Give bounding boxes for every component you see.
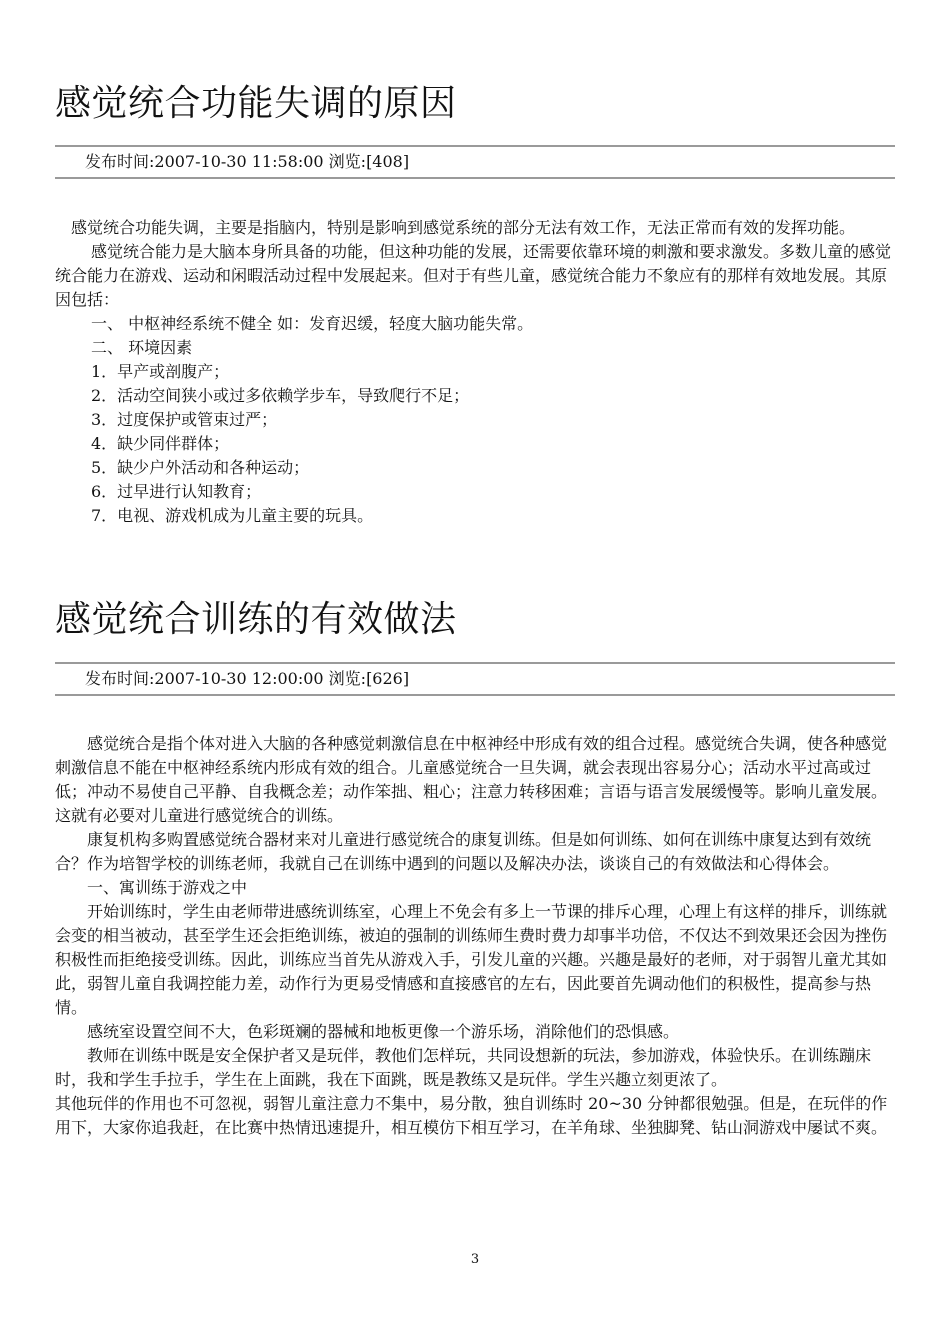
- paragraph: 感觉统合是指个体对进入大脑的各种感觉刺激信息在中枢神经中形成有效的组合过程。感觉统合失调，使各种感觉刺激信息不能在中枢神经系统内形成有效的组合。儿童感觉统合一旦失调，就会表现出容易分心；活动水平过高或过低；冲动不易使自己平静、自我概念差；动作笨拙、粗心；注意力转移困难；言语与语言发展缓慢等。影响儿童发展。这就有必要对儿童进行感觉统合的训练。: [55, 734, 888, 825]
- list-item: 4．缺少同伴群体；: [91, 434, 230, 453]
- article-body: [55, 216, 895, 528]
- paragraph: 康复机构多购置感觉统合器材来对儿童进行感觉统合的康复训练。但是如何训练、如何在训练中康复达到有效统合？作为培智学校的训练老师，我就自己在训练中遇到的问题以及解决办法，谈谈自己的有效做法和心得体会。: [55, 830, 872, 873]
- meta-bar: [55, 662, 895, 696]
- meta-bar: [55, 145, 895, 179]
- list-item: 一、 中枢神经系统不健全 如：发育迟缓，轻度大脑功能失常。: [91, 314, 534, 333]
- paragraph: 感统室设置空间不大，色彩斑斓的器械和地板更像一个游乐场，消除他们的恐惧感。: [87, 1022, 680, 1041]
- article-title: 感觉统合功能失调的原因: [55, 83, 457, 124]
- paragraph: 教师在训练中既是安全保护者又是玩伴，教他们怎样玩，共同设想新的玩法，参加游戏，体验快乐。在训练蹦床时，我和学生手拉手，学生在上面跳，我在下面跳，既是教练又是玩伴。学生兴趣立刻更浓了。: [55, 1046, 872, 1089]
- article-body: [55, 732, 895, 1140]
- paragraph: 感觉统合能力是大脑本身所具备的功能，但这种功能的发展，还需要依靠环境的刺激和要求激发。多数儿童的感觉统合能力在游戏、运动和闲暇活动过程中发展起来。但对于有些儿童，感觉统合能力不象应有的那样有效地发展。其原因包括：: [55, 242, 892, 309]
- paragraph: 开始训练时，学生由老师带进感统训练室，心理上不免会有多上一节课的排斥心理，心理上有这样的排斥，训练就会变的相当被动，甚至学生还会拒绝训练，被迫的强制的训练师生费时费力却事半功倍，不仅达不到效果还会因为挫伤积极性而拒绝接受训练。因此，训练应当首先从游戏入手，引发儿童的兴趣。兴趣是最好的老师，对于弱智儿童尤其如此，弱智儿童自我调控能力差，动作行为更易受情感和直接感官的左右，因此要首先调动他们的积极性，提高参与热情。: [55, 902, 888, 1017]
- list-item: 1．早产或剖腹产；: [91, 362, 230, 381]
- paragraph: 其他玩伴的作用也不可忽视，弱智儿童注意力不集中，易分散，独自训练时 20~30 分钟都很勉强。但是，在玩伴的作用下，大家你追我赶，在比赛中热情迅速提升，相互模仿下相互学习，在羊角球、坐独脚凳、钻山洞游戏中屡试不爽。: [55, 1094, 888, 1137]
- article-1: [55, 82, 895, 126]
- list-item: 6．过早进行认知教育；: [91, 482, 262, 501]
- section-heading: 一、寓训练于游戏之中: [87, 878, 248, 897]
- list-item: 3．过度保护或管束过严；: [91, 410, 278, 429]
- list-item: 5．缺少户外活动和各种运动；: [91, 458, 310, 477]
- list-item: 二、 环境因素: [91, 338, 193, 357]
- article-title: 感觉统合训练的有效做法: [55, 599, 457, 640]
- list-item: 2．活动空间狭小或过多依赖学步车，导致爬行不足；: [91, 386, 470, 405]
- page-number: 3: [470, 1252, 480, 1267]
- publish-meta: 发布时间:2007-10-30 11:58:00 浏览:[408]: [85, 152, 410, 171]
- publish-meta: 发布时间:2007-10-30 12:00:00 浏览:[626]: [85, 669, 410, 688]
- list-item: 7．电视、游戏机成为儿童主要的玩具。: [91, 506, 374, 525]
- article-2: [55, 598, 895, 642]
- paragraph: 感觉统合功能失调，主要是指脑内，特别是影响到感觉系统的部分无法有效工作，无法正常而有效的发挥功能。: [71, 218, 856, 237]
